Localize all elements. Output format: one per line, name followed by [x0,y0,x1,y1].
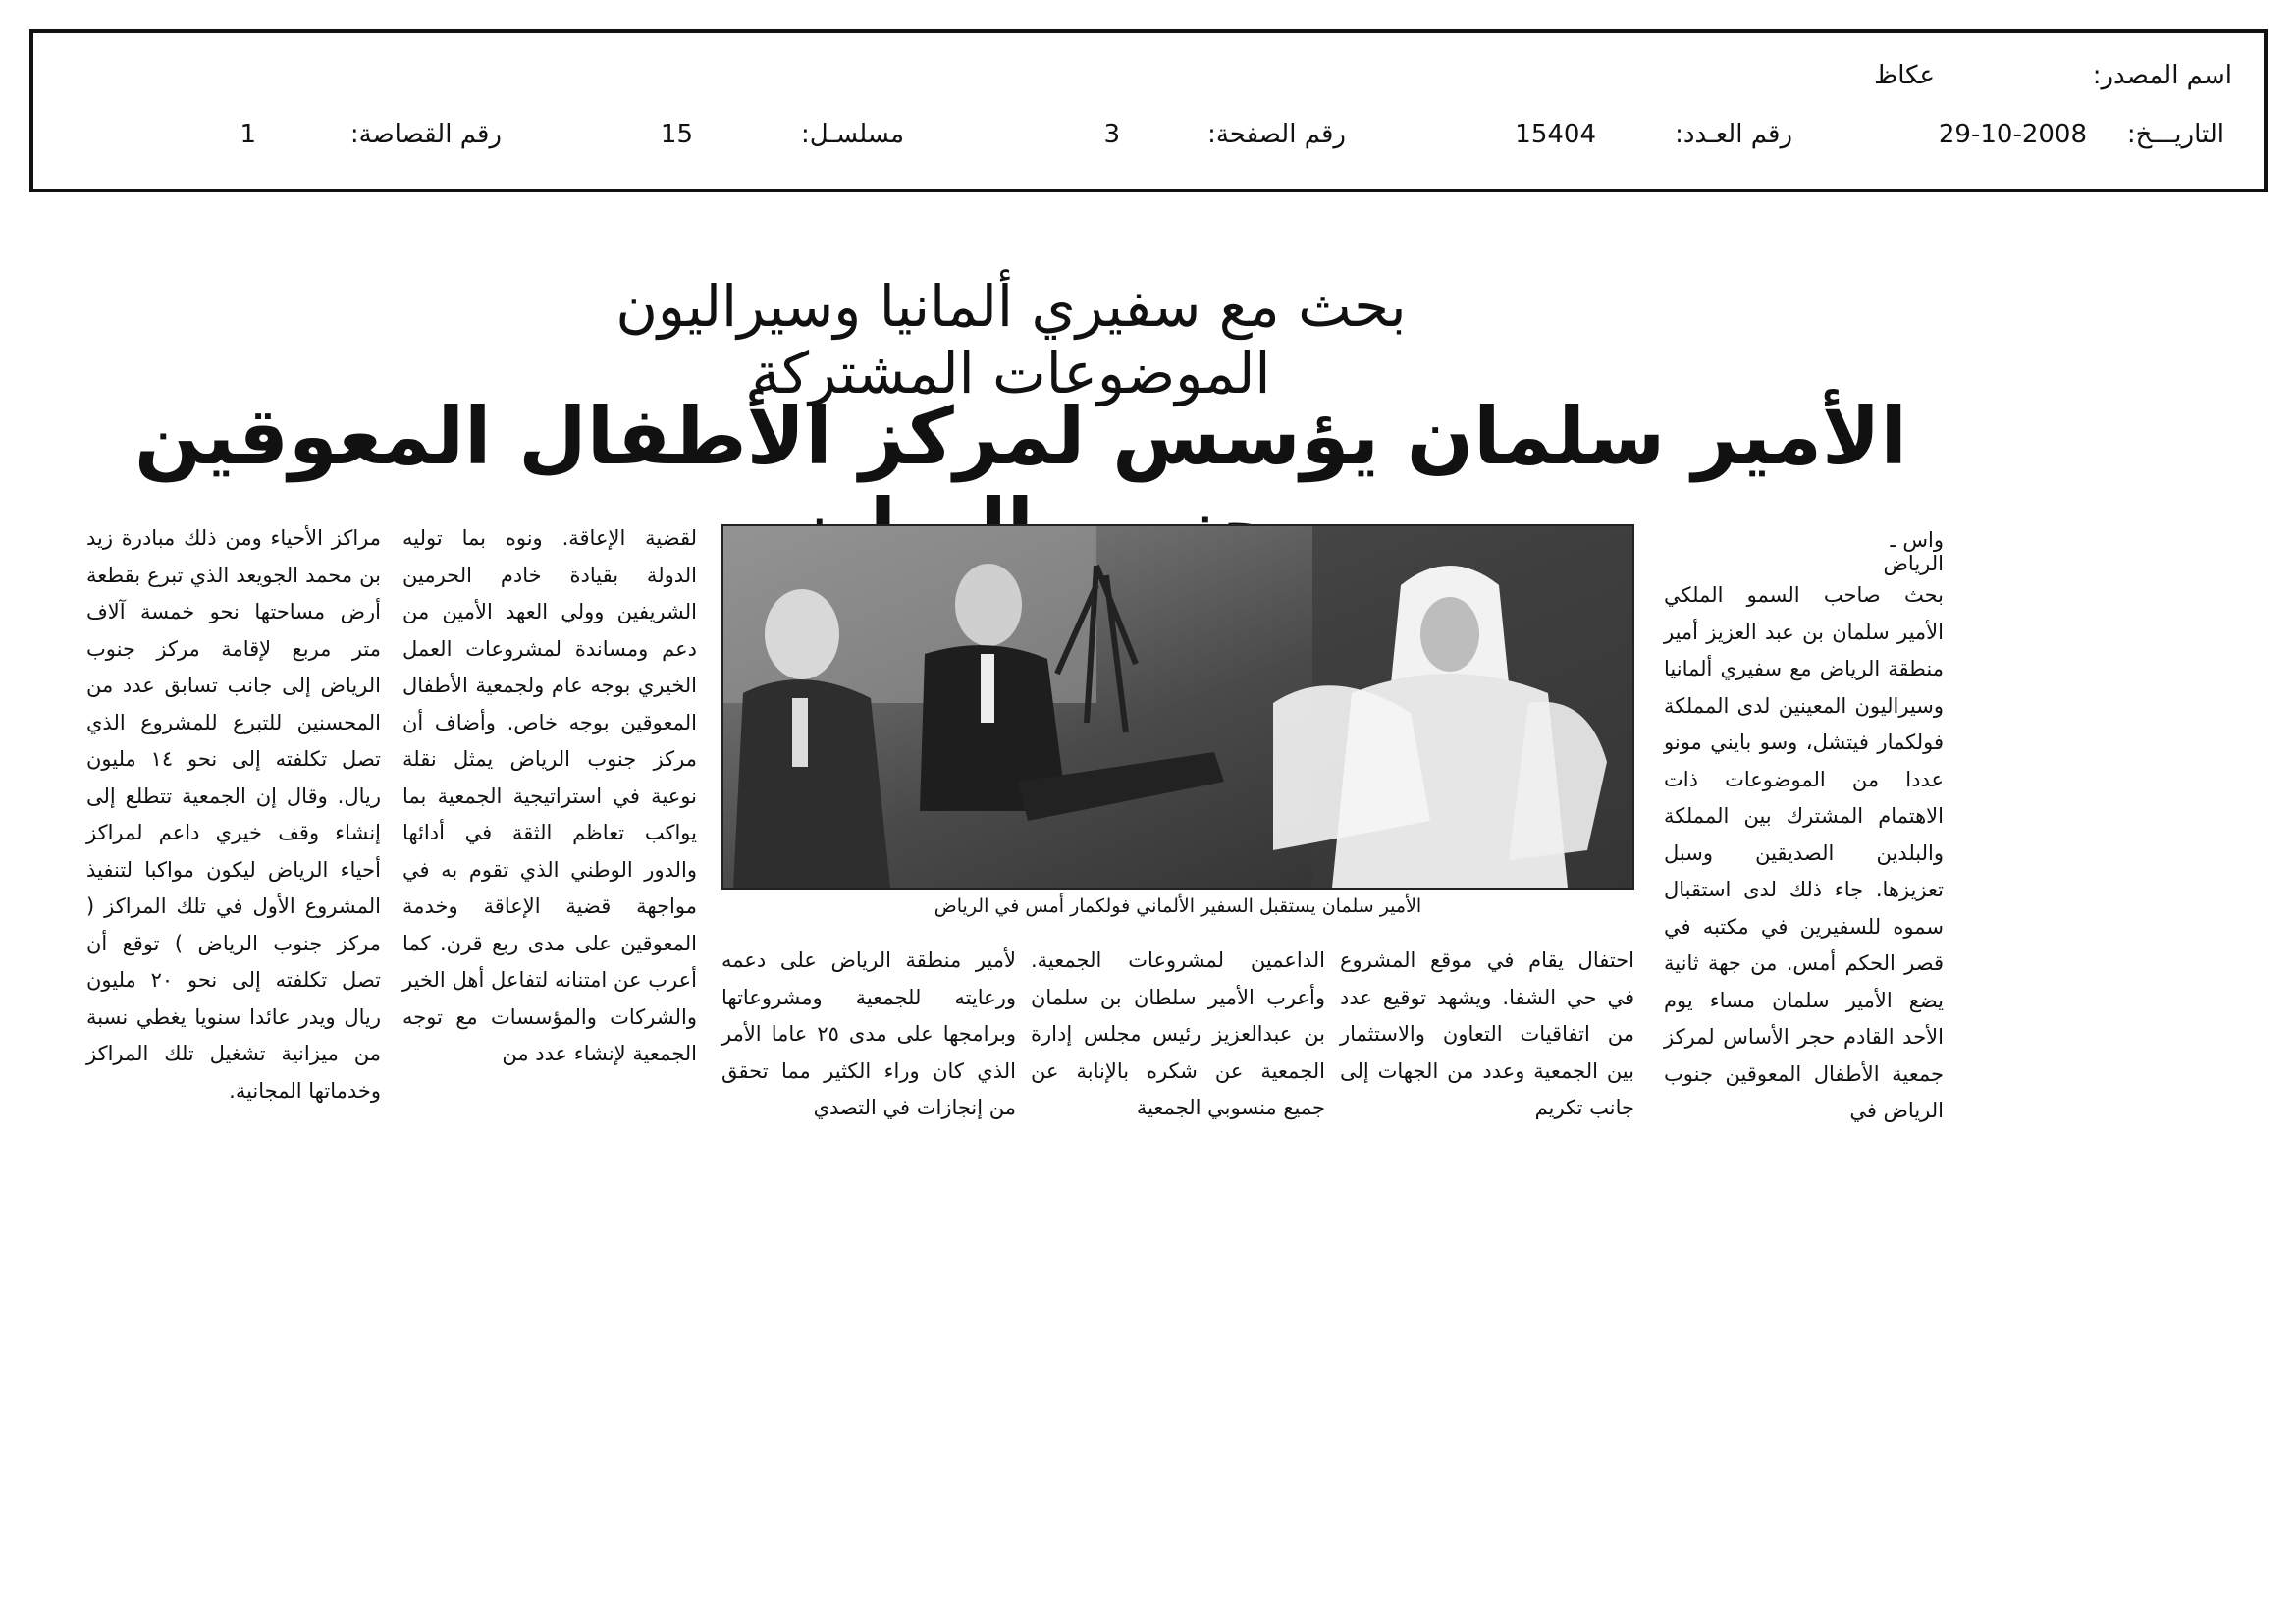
date-label: التاريـــخ: [2126,120,2224,149]
article-column-6: مراكز الأحياء ومن ذلك مبادرة زيد بن محمد الجويعد الذي تبرع بقطعة أرض مساحتها نحو خمسة آلاف متر مربع لإقامة مركز جنوب الرياض إلى جانب تسابق عدد من المحسنين للتبرع للمشروع الذي تصل تكلفته إلى نحو ١٤ مليون ريال. وقال إن الجمعية تتطلع إلى إنشاء وقف خيري داعم لمراكز أحياء الرياض ليكون مواكبا لتنفيذ المشروع الأول في تلك المراكز ( مركز جنوب الرياض ) توقع أن تصل تكلفته إلى نحو ٢٠ مليون ريال ويدر عائدا سنويا يغطي نسبة من ميزانية تشغيل تلك المراكز وخدماتها المجانية. [86,526,381,1103]
photo-illustration [723,526,1632,888]
page-value: 3 [1103,120,1120,149]
article-column-4: لأمير منطقة الرياض على دعمه ورعايته للجمعية ومشروعاتها وبرامجها على مدى ٢٥ عاما الأمر الذي كان وراء الكثير مما تحقق من إنجازات في التصدي [721,948,1016,1119]
article-subheadline: بحث مع سفيري ألمانيا وسيراليون الموضوعات المشتركة [615,273,1407,406]
clipping-info-box [29,29,2268,192]
clip-value: 1 [240,120,256,149]
clip-label: رقم القصاصة: [349,120,502,149]
source-label: اسم المصدر: [2092,61,2232,90]
article-photo [721,524,1634,890]
source-value: عكاظ [1874,61,1935,90]
issue-value: 15404 [1515,120,1596,149]
article-byline: واس ـ الرياض [1883,528,1944,575]
issue-label: رقم العـدد: [1675,120,1792,149]
article-column-1: بحث صاحب السمو الملكي الأمير سلمان بن عبد العزيز أمير منطقة الرياض مع سفيري ألمانيا وسيراليون المعينين لدى المملكة فولكمار فيتشل، وسو بايني مونو عددا من الموضوعات ذات الاهتمام المشترك بين المملكة والبلدين الصديقين وسبل تعزيزها. جاء ذلك لدى استقبال سموه للسفيرين في مكتبه في قصر الحكم أمس. من جهة ثانية يضع الأمير سلمان مساء يوم الأحد القادم حجر الأساس لمركز جمعية الأطفال المعوقين جنوب الرياض في [1664,583,1944,1122]
article-column-5: لقضية الإعاقة. ونوه بما توليه الدولة بقيادة خادم الحرمين الشريفين وولي العهد الأمين من دعم ومساندة لمشروعات العمل الخيري بوجه عام ولجمعية الأطفال المعوقين بوجه خاص. وأضاف أن مركز جنوب الرياض يمثل نقلة نوعية في استراتيجية الجمعية بما يواكب تعاظم الثقة في أدائها والدور الوطني الذي تقوم به في مواجهة قضية الإعاقة وخدمة المعوقين على مدى ربع قرن. كما أعرب عن امتنانه لتفاعل أهل الخير والشركات والمؤسسات مع توجه الجمعية لإنشاء عدد من [402,526,697,1065]
article-headline: الأمير سلمان يؤسس لمركز الأطفال المعوقين [134,391,1907,482]
article-column-2: احتفال يقام في موقع المشروع في حي الشفا. ويشهد توقيع عدد من اتفاقيات التعاون والاستثمار بين الجمعية وعدد من الجهات إلى جانب تكريم [1340,948,1634,1119]
date-value: 29-10-2008 [1938,120,2087,149]
serial-label: مسلسـل: [801,120,904,149]
photo-caption: الأمير سلمان يستقبل السفير الألماني فولكمار أمس في الرياض [934,895,1422,917]
page-label: رقم الصفحة: [1207,120,1346,149]
article-column-3: الداعمين لمشروعات الجمعية. وأعرب الأمير سلطان بن سلمان بن عبدالعزيز رئيس مجلس إدارة الجمعية عن شكره بالإنابة عن جميع منسوبي الجمعية [1031,948,1325,1119]
serial-value: 15 [660,120,693,149]
